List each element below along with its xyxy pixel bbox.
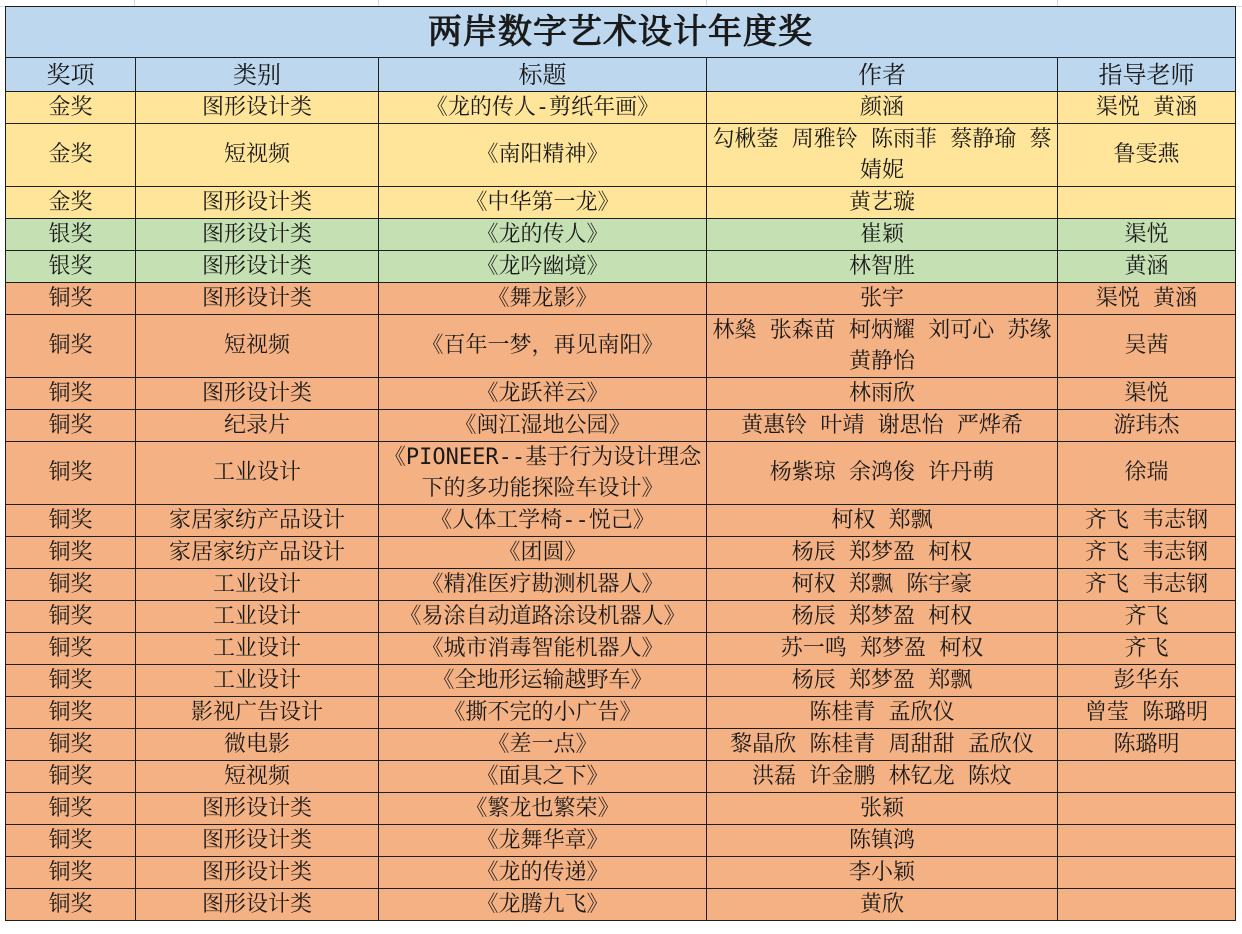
category-cell[interactable]: 图形设计类 [136, 825, 379, 857]
category-cell[interactable]: 图形设计类 [136, 378, 379, 410]
authors-cell[interactable]: 李小颖 [707, 857, 1058, 889]
category-cell[interactable]: 图形设计类 [136, 283, 379, 315]
mentor-cell[interactable] [1058, 889, 1236, 921]
table-row [6, 283, 1236, 315]
mentor-cell[interactable]: 渠悦 黄涵 [1058, 92, 1236, 124]
work-title-cell[interactable]: 《撕不完的小广告》 [379, 697, 707, 729]
award-cell[interactable]: 金奖 [6, 187, 136, 219]
award-cell[interactable]: 铜奖 [6, 601, 136, 633]
mentor-cell[interactable] [1058, 761, 1236, 793]
category-cell[interactable]: 家居家纺产品设计 [136, 505, 379, 537]
category-cell[interactable]: 图形设计类 [136, 857, 379, 889]
table-body [6, 92, 1236, 921]
authors-cell[interactable]: 柯权 郑飘 [707, 505, 1058, 537]
mentor-cell[interactable]: 吴茜 [1058, 315, 1236, 378]
mentor-cell[interactable] [1058, 857, 1236, 889]
category-cell[interactable]: 图形设计类 [136, 251, 379, 283]
authors-cell[interactable]: 杨辰 郑梦盈 柯权 [707, 537, 1058, 569]
award-cell[interactable]: 铜奖 [6, 697, 136, 729]
table-row [6, 633, 1236, 665]
mentor-cell[interactable] [1058, 793, 1236, 825]
column-header-title[interactable]: 标题 [379, 58, 707, 92]
mentor-cell[interactable] [1058, 187, 1236, 219]
table-row [6, 665, 1236, 697]
mentor-cell[interactable]: 齐飞 韦志钢 [1058, 537, 1236, 569]
mentor-cell[interactable]: 齐飞 韦志钢 [1058, 569, 1236, 601]
authors-cell[interactable]: 陈桂青 孟欣仪 [707, 697, 1058, 729]
category-cell[interactable]: 图形设计类 [136, 92, 379, 124]
table-row [6, 124, 1236, 187]
table-row [6, 505, 1236, 537]
work-title-cell[interactable]: 《龙腾九飞》 [379, 889, 707, 921]
category-cell[interactable]: 工业设计 [136, 442, 379, 505]
award-cell[interactable]: 铜奖 [6, 283, 136, 315]
category-cell[interactable]: 工业设计 [136, 601, 379, 633]
award-cell[interactable]: 金奖 [6, 92, 136, 124]
mentor-cell[interactable]: 齐飞 [1058, 633, 1236, 665]
work-title-cell[interactable]: 《易涂自动道路涂设机器人》 [379, 601, 707, 633]
table-row [6, 697, 1236, 729]
award-cell[interactable]: 铜奖 [6, 410, 136, 442]
work-title-cell[interactable]: 《繁龙也繁荣》 [379, 793, 707, 825]
work-title-cell[interactable]: 《精准医疗勘测机器人》 [379, 569, 707, 601]
table-row [6, 761, 1236, 793]
table-row [6, 187, 1236, 219]
authors-cell[interactable]: 崔颖 [707, 219, 1058, 251]
award-cell[interactable]: 铜奖 [6, 665, 136, 697]
mentor-cell[interactable] [1058, 825, 1236, 857]
work-title-cell[interactable]: 《舞龙影》 [379, 283, 707, 315]
category-cell[interactable]: 图形设计类 [136, 187, 379, 219]
authors-cell[interactable]: 黄欣 [707, 889, 1058, 921]
authors-cell[interactable]: 苏一鸣 郑梦盈 柯权 [707, 633, 1058, 665]
award-cell[interactable]: 铜奖 [6, 889, 136, 921]
category-cell[interactable]: 家居家纺产品设计 [136, 537, 379, 569]
work-title-cell[interactable]: 《龙的传人》 [379, 219, 707, 251]
work-title-cell[interactable]: 《龙舞华章》 [379, 825, 707, 857]
authors-cell[interactable]: 林智胜 [707, 251, 1058, 283]
authors-cell[interactable]: 张宇 [707, 283, 1058, 315]
award-cell[interactable]: 铜奖 [6, 569, 136, 601]
award-cell[interactable]: 铜奖 [6, 378, 136, 410]
work-title-cell[interactable]: 《百年一梦，再见南阳》 [379, 315, 707, 378]
authors-cell[interactable]: 黄惠铃 叶靖 谢思怡 严烨希 [707, 410, 1058, 442]
table-row [6, 378, 1236, 410]
category-cell[interactable]: 微电影 [136, 729, 379, 761]
header-row [6, 58, 1236, 92]
authors-cell[interactable]: 陈镇鸿 [707, 825, 1058, 857]
category-cell[interactable]: 工业设计 [136, 633, 379, 665]
table-title[interactable]: 两岸数字艺术设计年度奖 [6, 7, 1236, 58]
category-cell[interactable]: 工业设计 [136, 665, 379, 697]
mentor-cell[interactable]: 曾莹 陈璐明 [1058, 697, 1236, 729]
mentor-cell[interactable]: 渠悦 黄涵 [1058, 283, 1236, 315]
work-title-cell[interactable]: 《龙吟幽境》 [379, 251, 707, 283]
award-cell[interactable]: 铜奖 [6, 537, 136, 569]
column-header-award[interactable]: 奖项 [6, 58, 136, 92]
table-row [6, 410, 1236, 442]
table-row [6, 793, 1236, 825]
work-title-cell[interactable]: 《龙跃祥云》 [379, 378, 707, 410]
mentor-cell[interactable]: 彭华东 [1058, 665, 1236, 697]
table-row [6, 729, 1236, 761]
table-row [6, 825, 1236, 857]
table-row [6, 442, 1236, 505]
category-cell[interactable]: 纪录片 [136, 410, 379, 442]
award-cell[interactable]: 金奖 [6, 124, 136, 187]
award-cell[interactable]: 铜奖 [6, 505, 136, 537]
authors-cell[interactable]: 杨紫琼 余鸿俊 许丹萌 [707, 442, 1058, 505]
column-header-category[interactable]: 类别 [136, 58, 379, 92]
authors-cell[interactable]: 杨辰 郑梦盈 柯权 [707, 601, 1058, 633]
authors-cell[interactable]: 黄艺璇 [707, 187, 1058, 219]
authors-cell[interactable]: 颜涵 [707, 92, 1058, 124]
work-title-cell[interactable]: 《闽江湿地公园》 [379, 410, 707, 442]
mentor-cell[interactable]: 齐飞 韦志钢 [1058, 505, 1236, 537]
mentor-cell[interactable]: 渠悦 [1058, 378, 1236, 410]
mentor-cell[interactable]: 鲁雯燕 [1058, 124, 1236, 187]
category-cell[interactable]: 图形设计类 [136, 793, 379, 825]
authors-cell[interactable]: 洪磊 许金鹏 林钇龙 陈炆 [707, 761, 1058, 793]
category-cell[interactable]: 短视频 [136, 761, 379, 793]
award-cell[interactable]: 铜奖 [6, 633, 136, 665]
award-cell[interactable]: 铜奖 [6, 442, 136, 505]
work-title-cell[interactable]: 《龙的传人-剪纸年画》 [379, 92, 707, 124]
mentor-cell[interactable]: 渠悦 [1058, 219, 1236, 251]
award-cell[interactable]: 铜奖 [6, 857, 136, 889]
authors-cell[interactable]: 黎晶欣 陈桂青 周甜甜 孟欣仪 [707, 729, 1058, 761]
table-row [6, 315, 1236, 378]
work-title-cell[interactable]: 《南阳精神》 [379, 124, 707, 187]
authors-cell[interactable]: 张颖 [707, 793, 1058, 825]
table-row [6, 601, 1236, 633]
mentor-cell[interactable]: 陈璐明 [1058, 729, 1236, 761]
mentor-cell[interactable]: 游玮杰 [1058, 410, 1236, 442]
table-row [6, 219, 1236, 251]
mentor-cell[interactable]: 徐瑞 [1058, 442, 1236, 505]
work-title-cell[interactable]: 《面具之下》 [379, 761, 707, 793]
table-row [6, 251, 1236, 283]
awards-table [5, 6, 1236, 921]
authors-cell[interactable]: 杨辰 郑梦盈 郑飘 [707, 665, 1058, 697]
category-cell[interactable]: 短视频 [136, 315, 379, 378]
work-title-cell[interactable]: 《全地形运输越野车》 [379, 665, 707, 697]
award-cell[interactable]: 银奖 [6, 219, 136, 251]
authors-cell[interactable]: 柯权 郑飘 陈宇豪 [707, 569, 1058, 601]
table-row [6, 92, 1236, 124]
authors-cell[interactable]: 勾楸蓥 周雅铃 陈雨菲 蔡静瑜 蔡婧妮 [707, 124, 1058, 187]
work-title-cell[interactable]: 《PIONEER--基于行为设计理念下的多功能探险车设计》 [379, 442, 707, 505]
category-cell[interactable]: 影视广告设计 [136, 697, 379, 729]
work-title-cell[interactable]: 《中华第一龙》 [379, 187, 707, 219]
category-cell[interactable]: 图形设计类 [136, 889, 379, 921]
work-title-cell[interactable]: 《城市消毒智能机器人》 [379, 633, 707, 665]
mentor-cell[interactable]: 齐飞 [1058, 601, 1236, 633]
award-cell[interactable]: 银奖 [6, 251, 136, 283]
work-title-cell[interactable]: 《差一点》 [379, 729, 707, 761]
authors-cell[interactable]: 林燊 张森苗 柯炳耀 刘可心 苏缘 黄静怡 [707, 315, 1058, 378]
column-header-authors[interactable]: 作者 [707, 58, 1058, 92]
award-cell[interactable]: 铜奖 [6, 761, 136, 793]
table-row [6, 857, 1236, 889]
work-title-cell[interactable]: 《龙的传递》 [379, 857, 707, 889]
authors-cell[interactable]: 林雨欣 [707, 378, 1058, 410]
table-row [6, 537, 1236, 569]
column-header-mentor[interactable]: 指导老师 [1058, 58, 1236, 92]
award-cell[interactable]: 铜奖 [6, 825, 136, 857]
table-row [6, 889, 1236, 921]
category-cell[interactable]: 工业设计 [136, 569, 379, 601]
work-title-cell[interactable]: 《团圆》 [379, 537, 707, 569]
award-cell[interactable]: 铜奖 [6, 315, 136, 378]
table-row [6, 569, 1236, 601]
category-cell[interactable]: 短视频 [136, 124, 379, 187]
work-title-cell[interactable]: 《人体工学椅--悦己》 [379, 505, 707, 537]
category-cell[interactable]: 图形设计类 [136, 219, 379, 251]
mentor-cell[interactable]: 黄涵 [1058, 251, 1236, 283]
award-cell[interactable]: 铜奖 [6, 729, 136, 761]
award-cell[interactable]: 铜奖 [6, 793, 136, 825]
